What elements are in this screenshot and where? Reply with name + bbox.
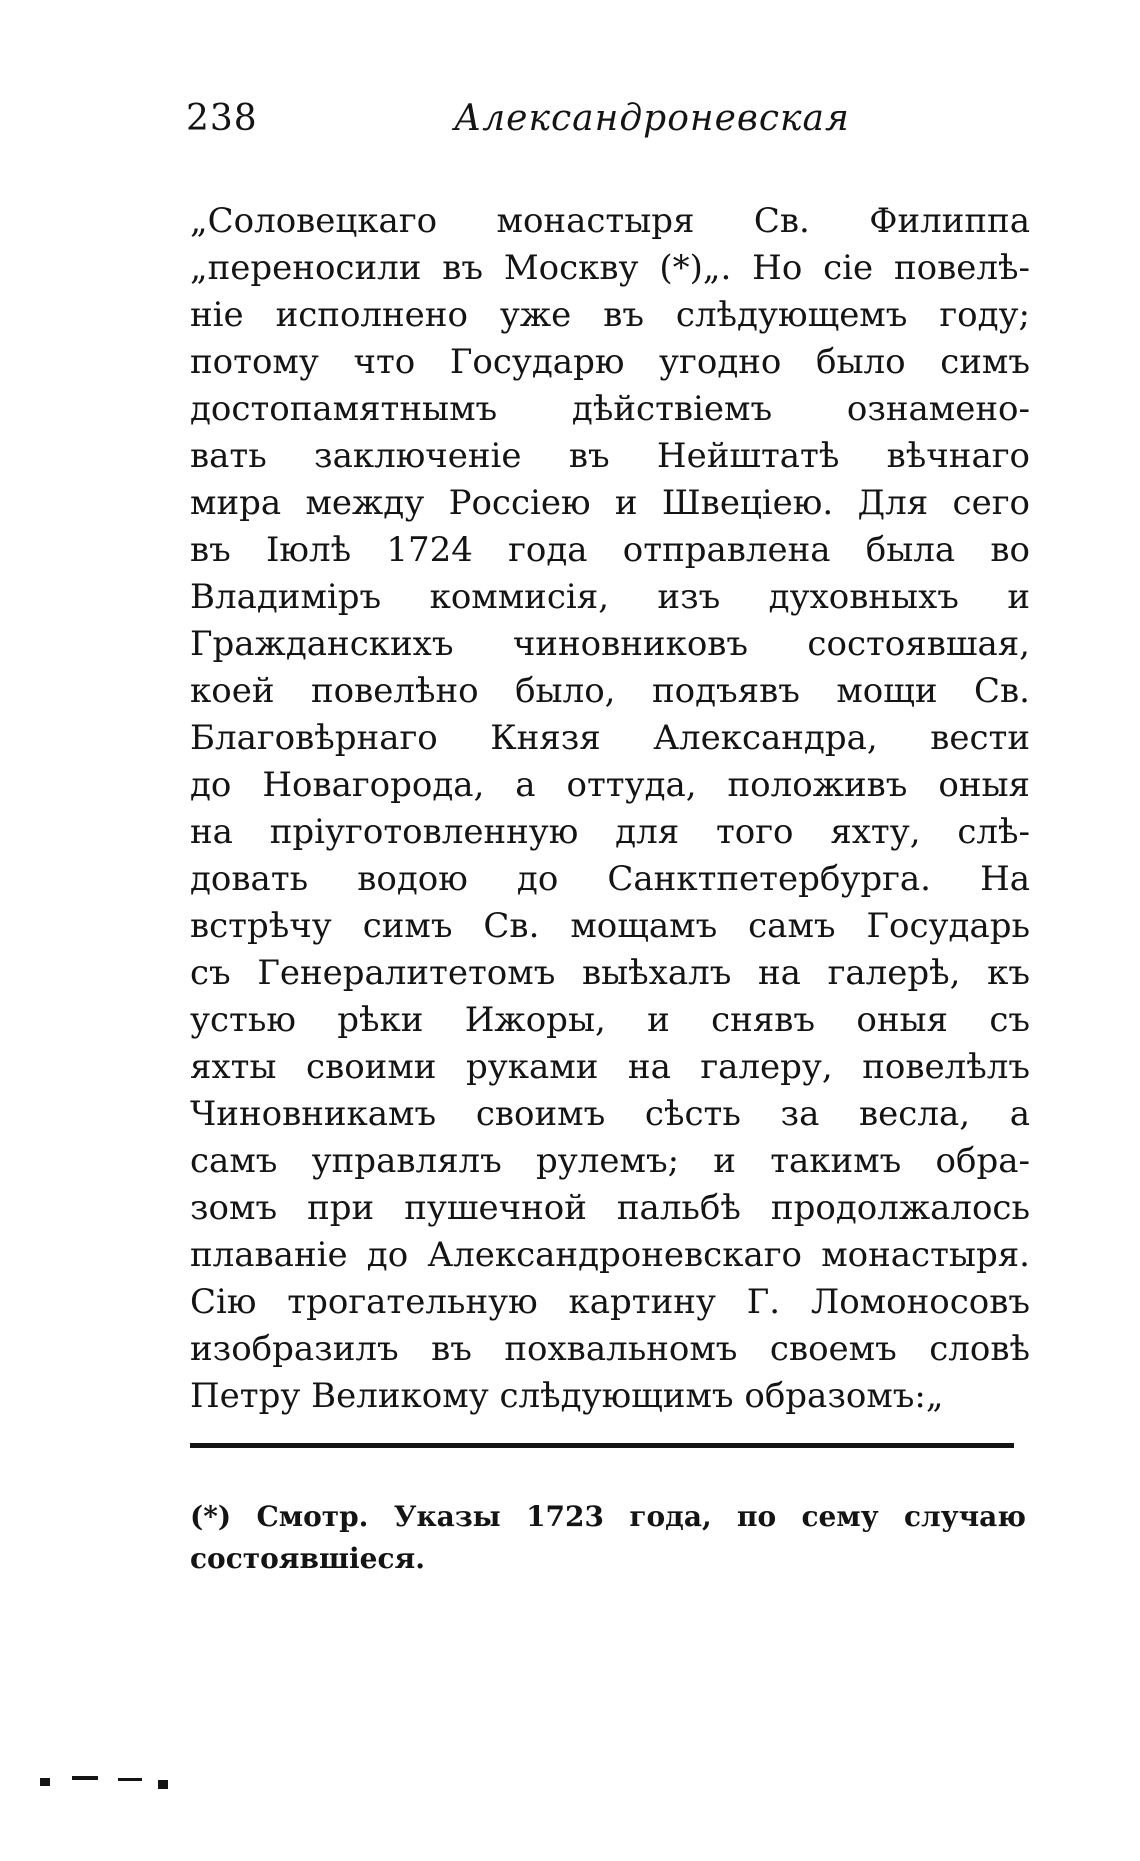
text-line: Гражданскихъ чиновниковъ состоявшая, [190,624,1030,664]
text-line: самъ управлялъ рулемъ; и такимъ обра- [190,1141,1030,1181]
text-line: зомъ при пушечной пальбѣ продолжалось [190,1188,1030,1228]
footnote-line: (*) Смотр. Указы 1723 года, по сему случаю [190,1500,1026,1533]
footnote-separator [190,1443,1014,1448]
scan-mark [40,1778,50,1786]
text-line: устью рѣки Ижоры, и снявъ оныя съ [190,1000,1030,1040]
page-number: 238 [186,98,258,139]
text-line: встрѣчу симъ Св. мощамъ самъ Государь [190,906,1030,946]
text-line: яхты своими руками на галеру, повелѣлъ [190,1047,1030,1087]
footnote [190,1496,1026,1580]
text-line: Чиновникамъ своимъ сѣсть за весла, а [190,1094,1030,1134]
text-line: изобразилъ въ похвальномъ своемъ словѣ [190,1329,1030,1369]
text-line: съ Генералитетомъ выѣхалъ на галерѣ, къ [190,953,1030,993]
text-line: достопамятнымъ дѣйствіемъ ознамено- [190,389,1030,429]
text-line: довать водою до Санктпетербурга. На [190,859,1030,899]
text-line: „Соловецкаго монастыря Св. Филиппа [190,201,1030,241]
scan-mark [158,1780,168,1789]
text-line: Петру Великому слѣдующимъ образомъ:„ [190,1376,944,1416]
text-line: ніе исполнено уже въ слѣдующемъ году; [190,295,1030,335]
text-line: на пріуготовленную для того яхту, слѣ- [190,812,1030,852]
text-line: потому что Государю угодно было симъ [190,342,1030,382]
text-line: Благовѣрнаго Князя Александра, вести [190,718,1030,758]
page-header [186,98,1026,148]
text-line: плаваніе до Александроневскаго монастыря. [190,1235,1030,1275]
text-line: „переносили въ Москву (*)„. Но сіе повелѣ- [190,248,1030,288]
scan-mark [118,1778,142,1781]
text-line: мира между Россіею и Швеціею. Для сего [190,483,1030,523]
text-line: Сію трогательную картину Г. Ломоносовъ [190,1282,1030,1322]
text-line: коей повелѣно было, подъявъ мощи Св. [190,671,1030,711]
scan-mark [72,1776,98,1780]
text-line: до Новагорода, а оттуда, положивъ оныя [190,765,1030,805]
text-line: вать заключеніе въ Нейштатѣ вѣчнаго [190,436,1030,476]
text-line: Владиміръ коммисія, изъ духовныхъ и [190,577,1030,617]
scan-marks [40,1766,170,1796]
main-text [190,198,1030,1420]
footnote-line: состоявшіеся. [190,1542,425,1575]
text-line: въ Іюлѣ 1724 года отправлена была во [190,530,1030,570]
running-title: Александроневская [454,98,850,139]
